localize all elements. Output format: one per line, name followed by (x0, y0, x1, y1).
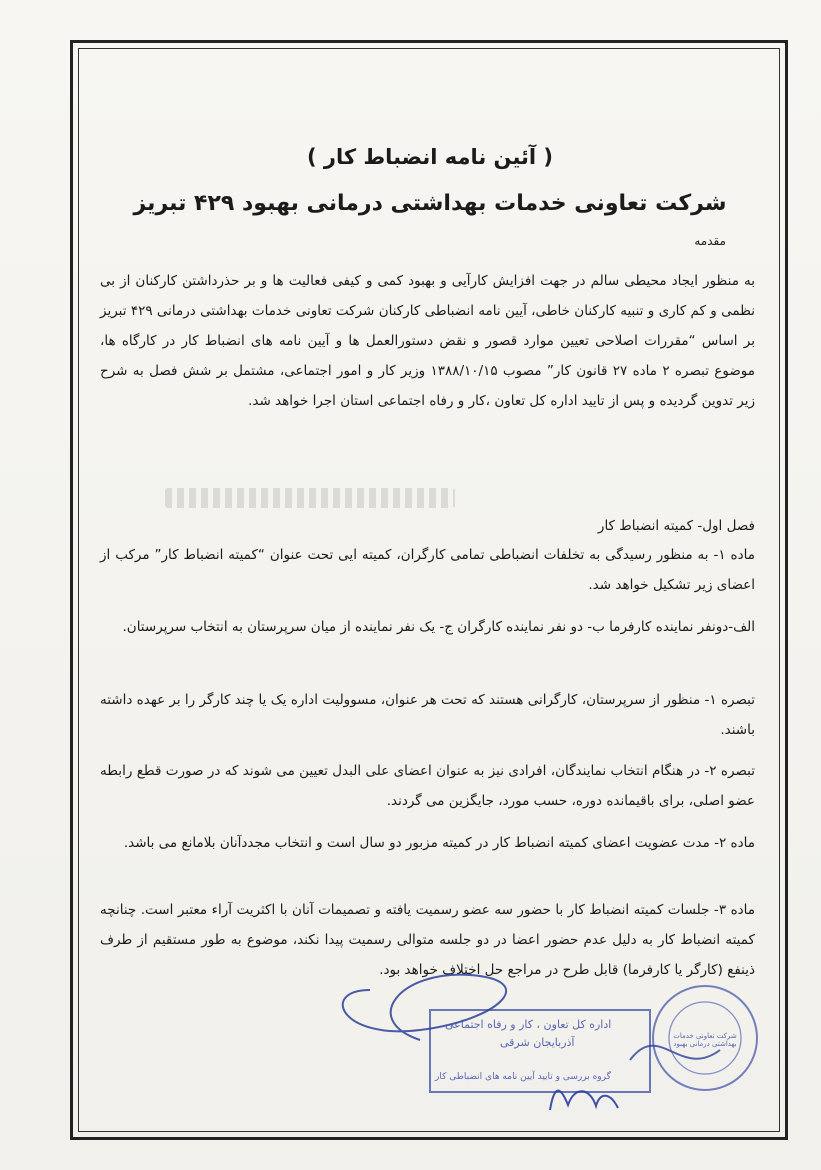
company-name-heading: شرکت تعاونی خدمات بهداشتی درمانی بهبود ۴۲۹ تبریز (133, 191, 727, 216)
article-2-text: ماده ۲- مدت عضویت اعضای کمیته انضباط کار در کمیته مزبور دو سال است و انتخاب مجددآنان بلامانع می باشد. (123, 835, 755, 851)
intro-paragraph: به منظور ایجاد محیطی سالم در جهت افزایش کارآیی و بهبود کمی و کیفی فعالیت ها و بر حذرداشتن کارکنان از بی نظمی و کم کاری و تنبیه کارکنان خاطی، آیین نامه انضباطی کارکنان شرکت تعاونی خدمات بهداشتی درمانی ۴۲۹ تبریز بر اساس “مقررات اصلاحی تعیین موارد قصور و نقض دستورالعمل ها و آیین نامه های انضباط کار در کارگاه ها، موضوع تبصره ۲ ماده ۲۷ قانون کار” مصوب ۱۳۸۸/۱۰/۱۵ وزیر کار و امور اجتماعی، مشتمل بر شش فصل به شرح زیر تدوین گردیده و پس از تایید اداره کل تعاون ،کار و رفاه اجتماعی استان اجرا خواهد شد. (100, 273, 755, 409)
article-1-text: ماده ۱- به منظور رسیدگی به تخلفات انضباطی تمامی کارگران، کمیته ایی تحت عنوان “کمیته انضباط کار” مرکب از اعضای زیر تشکیل خواهد شد. (100, 547, 755, 593)
bleed-through-text (165, 488, 455, 508)
signature-lower (550, 1091, 618, 1110)
note-2-text: تبصره ۲- در هنگام انتخاب نمایندگان، افرادی نیز به عنوان اعضای علی البدل تعیین می شوند که در صورت قطع رابطه عضو اصلی، برای باقیمانده دوره، حسب مورد، جایگزین می گردند. (100, 763, 755, 809)
intro-label: مقدمه (694, 234, 726, 248)
document-title: ( آئین نامه انضباط کار ) (306, 145, 554, 169)
article-3-text: ماده ۳- جلسات کمیته انضباط کار با حضور سه عضو رسمیت یافته و تصمیمات آنان با اکثریت آراء معتبر است. چنانچه کمیته انضباط کار به دلیل عدم حضور اعضا در دو جلسه متوالی رسمیت پیدا نکند، موضوع به طور مستقیم از طرف ذینفع (کارگر یا کارفرما) قابل طرح در مراجع حل اختلاف خواهد بود. (100, 902, 755, 978)
chapter-1-heading: فصل اول- کمیته انضباط کار (597, 518, 755, 534)
round-stamp-text: شرکت تعاونی خدمات بهداشتی درمانی بهبود (673, 1032, 737, 1048)
committee-members-text: الف-دونفر نماینده کارفرما ب- دو نفر نماینده کارگران ج- یک نفر نماینده از میان سرپرستان به انتخاب سرپرستان. (122, 619, 755, 635)
rect-stamp-line-1: اداره کل تعاون ، کار و رفاه اجتماعی (445, 1018, 612, 1031)
stamps-and-signatures (300, 960, 780, 1120)
rect-stamp-line-2: آذربایجان شرقی (500, 1036, 575, 1049)
note-1-text: تبصره ۱- منظور از سرپرستان، کارگرانی هستند که تحت هر عنوان، مسوولیت اداره یک یا چند کارگر را بر عهده داشته باشند. (100, 692, 755, 738)
rect-stamp-line-4: گروه بررسی و تایید آیین نامه های انضباطی کار (435, 1072, 611, 1082)
